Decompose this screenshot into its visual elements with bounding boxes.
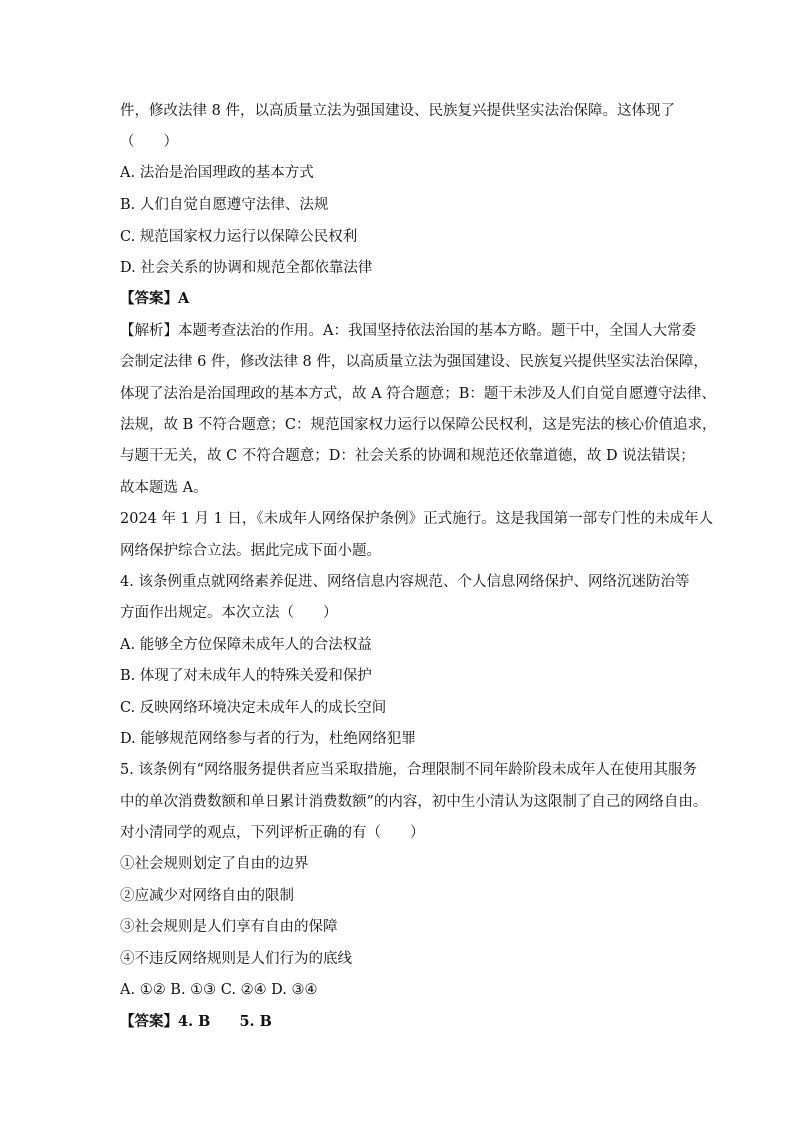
q4-option-d: D. 能够规范网络参与者的行为，杜绝网络犯罪 [120,731,416,747]
question-5: 5. 该条例有“网络服务提供者应当采取措施，合理限制不同年龄阶段未成年人在使用其服务 [120,762,697,778]
q4-option-b: B. 体现了对未成年人的特殊关爱和保护 [120,668,372,684]
analysis-line: 法规，故 B 不符合题意；C：规范国家权力运行以保障公民权利，这是宪法的核心价值追求， [120,417,717,433]
question-4: 4. 该条例重点就网络素养促进、网络信息内容规范、个人信息网络保护、网络沉迷防治等 [120,574,690,590]
blank-parens: （ ） [120,134,178,150]
question-5-cont: 中的单次消费数额和单日累计消费数额”的内容，初中生小清认为这限制了自己的网络自由。 [120,794,708,810]
option-a: A. 法治是治国理政的基本方式 [120,165,314,181]
q4-option-a: A. 能够全方位保障未成年人的合法权益 [120,637,372,653]
option-c: C. 规范国家权力运行以保障公民权利 [120,229,358,245]
statement-1: ①社会规则划定了自由的边界 [120,856,309,872]
material-line: 2024 年 1 月 1 日，《未成年人网络保护条例》正式施行。这是我国第一部专门性的未成年人 [120,511,714,527]
answer-label: 【答案】4. B 5. B [120,1013,272,1030]
statement-4: ④不违反网络规则是人们行为的底线 [120,951,352,967]
material-line: 网络保护综合立法。据此完成下面小题。 [120,543,381,559]
statement-2: ②应减少对网络自由的限制 [120,888,294,904]
analysis-line: 故本题选 A。 [120,480,208,496]
statement-3: ③社会规则是人们享有自由的保障 [120,919,338,935]
analysis-line: 与题干无关，故 C 不符合题意；D：社会关系的协调和规范还依靠道德，故 D 说法错误； [120,448,695,464]
question-4-cont: 方面作出规定。本次立法（ ） [120,605,338,621]
analysis-line: 会制定法律 6 件，修改法律 8 件，以高质量立法为强国建设、民族复兴提供坚实法治保障， [120,354,708,370]
analysis-line: 【解析】本题考查法治的作用。A：我国坚持依法治国的基本方略。题干中，全国人大常委 [120,323,696,339]
q4-option-c: C. 反映网络环境决定未成年人的成长空间 [120,700,387,716]
answer-label: 【答案】A [120,290,190,307]
option-b: B. 人们自觉自愿遵守法律、法规 [120,197,329,213]
analysis-line: 体现了法治是治国理政的基本方式，故 A 符合题意；B：题干未涉及人们自觉自愿遵守法律、 [120,386,716,402]
text-line: 件，修改法律 8 件，以高质量立法为强国建设、民族复兴提供坚实法治保障。这体现了 [120,103,675,119]
option-d: D. 社会关系的协调和规范全都依靠法律 [120,260,373,276]
question-5-cont: 对小清同学的观点，下列评析正确的有（ ） [120,825,425,841]
q5-options: A. ①② B. ①③ C. ②④ D. ③④ [120,982,318,998]
